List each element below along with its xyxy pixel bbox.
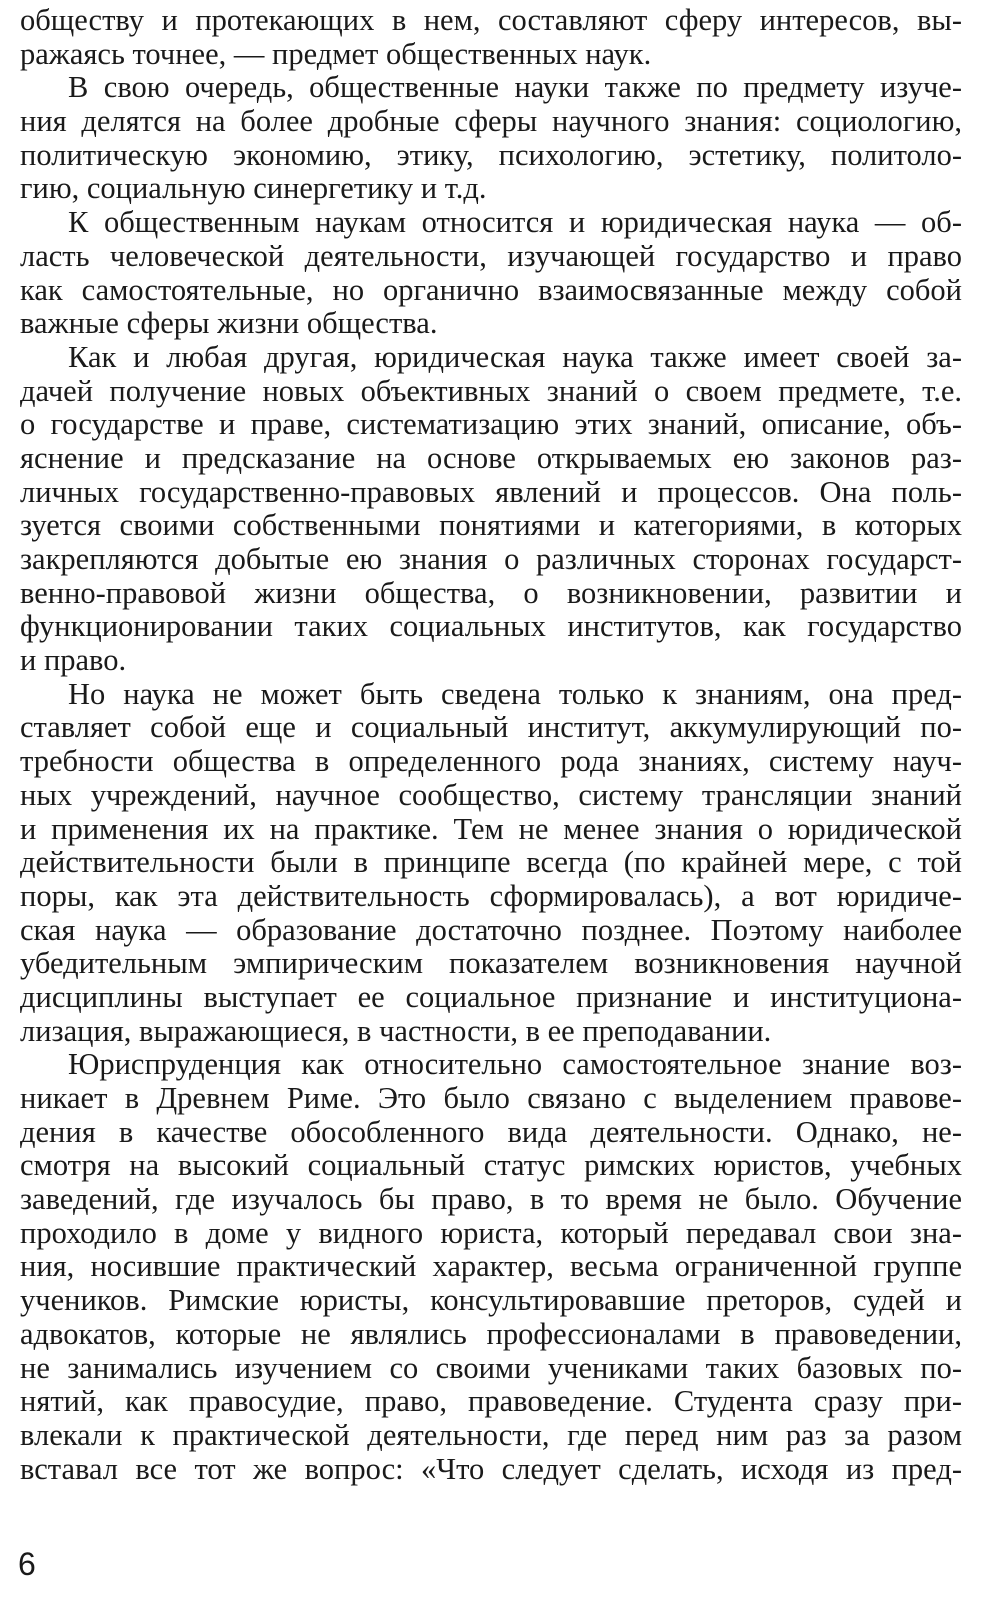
text-line: функционировании таких социальных институтов, как государство	[20, 610, 962, 644]
text-line: В свою очередь, общественные науки также по предмету изуче-	[68, 71, 962, 105]
text-line: обществу и протекающих в нем, составляют сферу интересов, вы-	[20, 4, 962, 37]
text-line: ражаясь точнее, — предмет общественных наук.	[20, 37, 652, 71]
text-line: требности общества в определенного рода знаниях, систему науч-	[20, 745, 962, 779]
text-line: Юриспруденция как относительно самостоятельное знание воз-	[68, 1048, 962, 1082]
text-line: политическую экономию, этику, психологию, эстетику, политоло-	[20, 138, 962, 172]
text-line: учеников. Римские юристы, консультировавшие преторов, судей и	[20, 1284, 962, 1318]
paragraph	[20, 206, 962, 341]
text-line: адвокатов, которые не являлись профессионалами в правоведении,	[20, 1317, 962, 1351]
text-line: вставал все тот же вопрос: «Что следует сделать, исходя из пред-	[20, 1452, 962, 1486]
text-line: ласть человеческой деятельности, изучающей государство и право	[20, 239, 962, 273]
paragraph	[20, 678, 962, 1049]
paragraph	[20, 341, 962, 678]
text-line: проходило в доме у видного юриста, который передавал свои зна-	[20, 1216, 962, 1250]
text-line: закрепляются добытые ею знания о различных сторонах государст-	[20, 543, 962, 576]
text-line: К общественным наукам относится и юридическая наука — об-	[68, 206, 962, 240]
text-line: лизация, выражающиеся, в частности, в ее преподавании.	[20, 1014, 772, 1048]
text-line: яснение и предсказание на основе открываемых ею законов раз-	[20, 441, 962, 475]
text-line: влекали к практической деятельности, где перед ним раз за разом	[20, 1418, 962, 1452]
text-line: и право.	[20, 644, 127, 678]
text-line: действительности были в принципе всегда (по крайней мере, с той	[20, 846, 962, 880]
text-line: как самостоятельные, но органично взаимосвязанные между собой	[20, 273, 962, 307]
text-line: Как и любая другая, юридическая наука также имеет своей за-	[68, 340, 962, 374]
text-line: личных государственно-правовых явлений и процессов. Она поль-	[20, 475, 962, 509]
text-line: Но наука не может быть сведена только к знаниям, она пред-	[68, 677, 962, 711]
text-line: дения в качестве обособленного вида деятельности. Однако, не-	[20, 1115, 962, 1149]
text-line: и применения их на практике. Тем не менее знания о юридической	[20, 812, 962, 846]
text-line: важные сферы жизни общества.	[20, 307, 438, 341]
page-number: 6	[18, 1546, 36, 1582]
text-line: ных учреждений, научное сообщество, систему трансляции знаний	[20, 778, 962, 812]
text-line: ния, носившие практический характер, весьма ограниченной группе	[20, 1250, 962, 1284]
paragraph	[20, 1048, 962, 1486]
text-line: никает в Древнем Риме. Это было связано с выделением правове-	[20, 1082, 962, 1115]
text-line: ставляет собой еще и социальный институт, аккумулирующий по-	[20, 711, 962, 745]
text-line: о государстве и праве, систематизацию этих знаний, описание, объ-	[20, 408, 962, 442]
text-line: смотря на высокий социальный статус римских юристов, учебных	[20, 1149, 962, 1183]
page-body	[20, 4, 962, 1486]
text-line: заведений, где изучалось бы право, в то время не было. Обучение	[20, 1183, 962, 1217]
paragraph	[20, 71, 962, 206]
text-line: дисциплины выступает ее социальное признание и институциона-	[20, 980, 962, 1014]
text-line: нятий, как правосудие, право, правоведение. Студента сразу при-	[20, 1385, 962, 1419]
text-line: ния делятся на более дробные сферы научного знания: социологию,	[20, 105, 962, 139]
paragraph	[20, 4, 962, 71]
text-line: гию, социальную синергетику и т.д.	[20, 172, 487, 206]
text-line: венно-правовой жизни общества, о возникновении, развитии и	[20, 576, 962, 610]
text-line: не занимались изучением со своими учениками таких базовых по-	[20, 1351, 962, 1385]
text-line: дачей получение новых объективных знаний о своем предмете, т.е.	[20, 374, 962, 408]
text-line: ская наука — образование достаточно позднее. Поэтому наиболее	[20, 913, 962, 947]
text-line: убедительным эмпирическим показателем возникновения научной	[20, 947, 962, 981]
text-line: поры, как эта действительность сформировалась), а вот юридиче-	[20, 879, 962, 913]
text-line: зуется своими собственными понятиями и категориями, в которых	[20, 509, 962, 543]
